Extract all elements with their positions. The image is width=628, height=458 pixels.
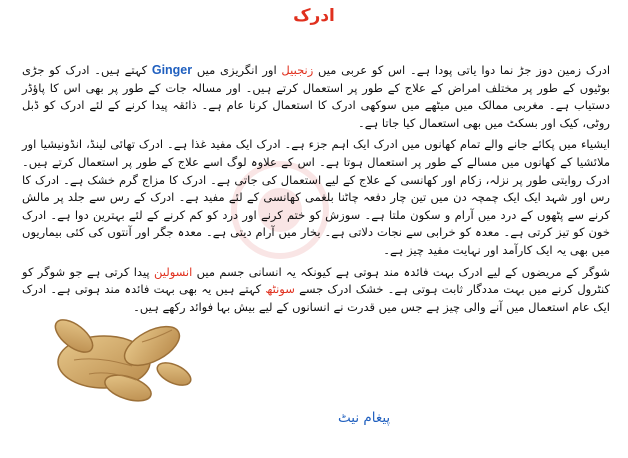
paragraph-2: ایشیاء میں پکائے جانے والے تمام کھانوں میں ادرک ایک اہم جزء ہے۔ ادرک ایک مفید غذا ہے۔ ادرک تھائی لینڈ، انڈونیشیا اور ملائشیا کے کھانوں میں مسالے کے طور پر استعمال ہوتا ہے۔ اس کے علاوہ لوگ اسے علاج کے طور پر استعمال کرتے ہیں۔ ادرک روایتی طور پر نزلہ، زکام اور کھانسی کے علاج کے لیے استعمال کی جاتی ہے۔ ادرک کا مزاج گرم خشک ہے۔ ادرک کا رس اور شہد ایک ایک چمچہ دن میں تین چار دفعہ چاٹنا بلغمی کھانسی کے لئے مفید ہے۔ ادرک کے رس سے جلد پر مالش کرنے سے پٹھوں کے درد میں آرام و سکون ملتا ہے۔ سوزش کو ختم کرنے اور درد کو کم کرنے کے لئے بہترین دوا ہے۔ ادرک خون کو تیز کرتی ہے۔ معدہ کو خرابی سے نجات دلاتی ہے۔ بخار میں آرام دیتی ہے۔ معدہ جگر اور آنتوں کی کئی بیماریوں میں بھی یہ ایک کارآمد اور نہایت مفید چیز ہے۔ <box>22 137 610 257</box>
paragraph-1: ادرک زمین دوز جڑ نما دوا یاتی پودا ہے۔ اس کو عربی میں زنجبیل اور انگریزی میں Ginger کہتے ہیں۔ ادرک کو جڑی بوٹیوں کے طور پر مختلف امراض کے علاج کے طور پر استعمال کرتے ہیں۔ اور مسالہ جات کے طور پر بھی اس کا پاؤڈر دستیاب ہے۔ مغربی ممالک میں میٹھے میں سوکھی ادرک کا استعمال کرنا عام ہے۔ ذائقہ پیدا کرنے کے لئے ادرک کو ڈبل روٹی، کیک اور بسکٹ میں بھی استعمال کیا جاتا ہے۔ <box>22 63 611 130</box>
source-credit: پیغام نیٹ <box>338 410 391 426</box>
term-sonth: سونٹھ <box>265 282 295 297</box>
paragraph-3: شوگر کے مریضوں کے لیے ادرک بہت فائدہ مند ہوتی ہے کیونکہ یہ انسانی جسم میں انسولین پیدا کرتی ہے جو شوگر کو کنٹرول کرنے میں بہت مددگار ثابت ہوتی ہے۔ خشک ادرک جسے سونٹھ کہتے ہیں یہ بھی بہت فائدہ مند ہوتی ہے۔ ادرک ایک عام استعمال میں آنے والی چیز ہے جس میں قدرت نے انسانوں کے لیے بیش بہا فوائد رکھے ہیں۔ <box>22 264 610 314</box>
page-title: ادرک <box>293 6 335 26</box>
ginger-root-image <box>44 300 200 408</box>
term-arabic: زنجبیل <box>281 63 314 77</box>
term-insulin: انسولین <box>153 264 193 279</box>
term-english: Ginger <box>151 63 193 77</box>
article-body <box>22 62 610 320</box>
